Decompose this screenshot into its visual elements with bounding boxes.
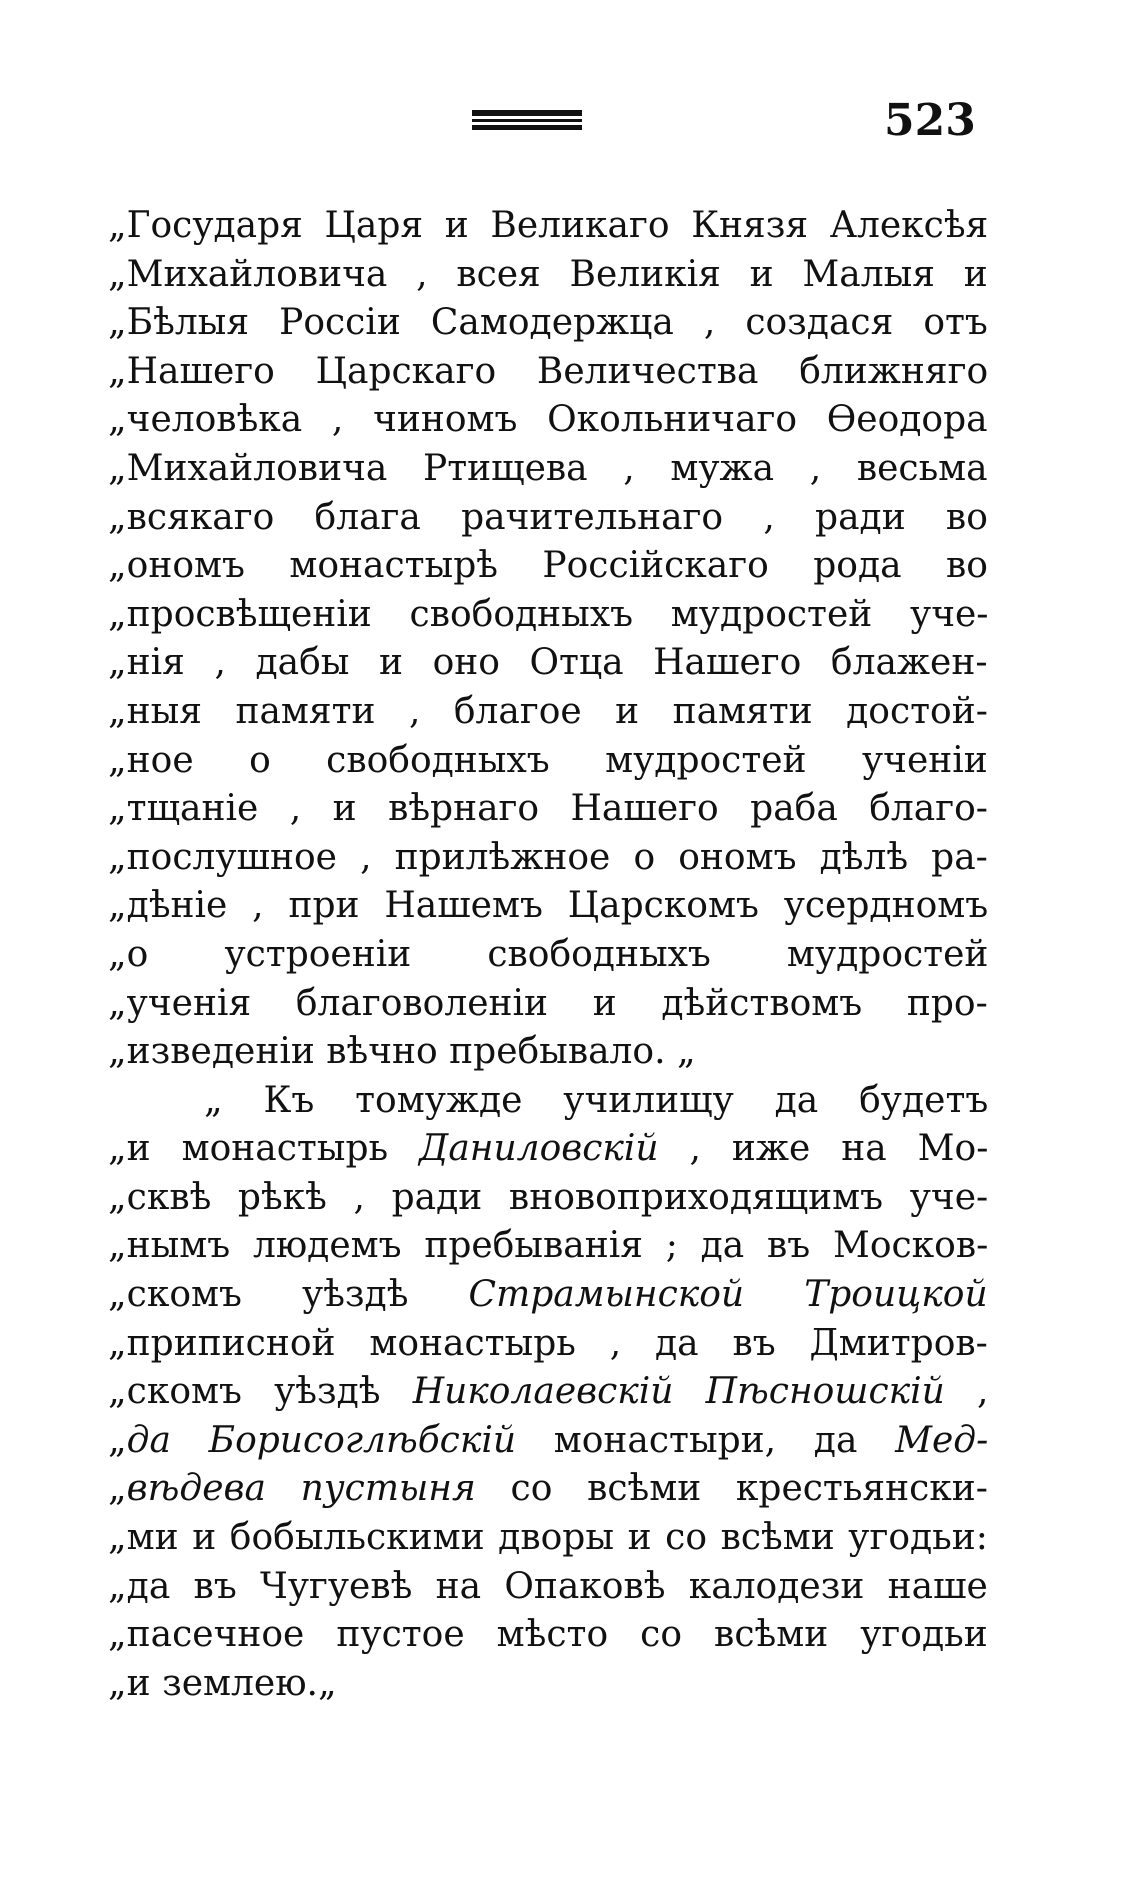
- text-line: [108, 494, 988, 543]
- text-segment: „всякаго блага рачительнаго , ради во: [108, 496, 988, 538]
- text-segment: „Михайловича Ртищева , мужа , весьма: [108, 447, 988, 489]
- text-line: [108, 1077, 988, 1126]
- text-line: [108, 1417, 988, 1466]
- text-segment: „ Къ томужде училищу да будетъ: [204, 1079, 989, 1121]
- text-segment: „Государя Царя и Великаго Князя Алексѣя: [108, 205, 989, 246]
- header-rule-bar: [472, 125, 582, 130]
- text-line: [108, 1660, 988, 1709]
- text-segment: „скомъ уѣздѣ Николаевскій Пѣсношскій ,: [108, 1371, 989, 1413]
- text-line: [108, 251, 988, 300]
- header-rule-bar: [472, 119, 582, 122]
- text-line: [108, 396, 988, 445]
- text-segment: „нымъ людемъ пребыванія ; да въ Москов-: [108, 1225, 989, 1267]
- text-line: [108, 1563, 988, 1612]
- text-line: [108, 737, 988, 786]
- text-segment: „сквѣ рѣкѣ , ради вновоприходящимъ уче-: [108, 1176, 989, 1218]
- text-line: [108, 1222, 988, 1271]
- text-line: [108, 348, 988, 397]
- text-line: [108, 1320, 988, 1369]
- text-line: [108, 1514, 988, 1563]
- text-segment: „ученія благоволеніи и дѣйствомъ про-: [108, 982, 988, 1024]
- text-segment: „скомъ уѣздѣ Страмынской Троицкой: [108, 1274, 988, 1316]
- text-segment: „и землею.„: [108, 1662, 337, 1704]
- text-line: [108, 1125, 988, 1174]
- text-line: [108, 299, 988, 348]
- text-line: [108, 931, 988, 980]
- body-text: [108, 202, 988, 1708]
- text-segment: „о устроеніи свободныхъ мудростей: [108, 933, 989, 975]
- text-segment: „послушное , прилѣжное о ономъ дѣлѣ ра-: [108, 836, 988, 878]
- text-segment: „тщаніе , и вѣрнаго Нашего раба благо-: [108, 788, 988, 830]
- text-segment: „да въ Чугуевѣ на Опаковѣ калодези наше: [108, 1565, 988, 1607]
- text-segment: „приписной монастырь , да въ Дмитров-: [108, 1322, 988, 1364]
- page-number: 523: [884, 95, 976, 146]
- text-segment: „Нашего Царскаго Величества ближняго: [108, 350, 989, 392]
- text-segment: „Михайловича , всея Великія и Малыя и: [108, 253, 988, 295]
- text-line: [108, 1028, 988, 1077]
- text-segment: „изведеніи вѣчно пребывало. „: [108, 1031, 696, 1073]
- text-line: [108, 785, 988, 834]
- text-segment: „ное о свободныхъ мудростей ученіи: [108, 739, 988, 781]
- text-line: [108, 980, 988, 1029]
- text-segment: „нія , дабы и оно Отца Нашего блажен-: [108, 642, 988, 684]
- text-line: [108, 882, 988, 931]
- text-segment: „Бѣлыя Россіи Самодержца , создася отъ: [108, 302, 988, 344]
- text-segment: „да Борисоглѣбскій монастыри, да Мед-: [108, 1419, 989, 1461]
- text-line: [108, 542, 988, 591]
- text-segment: „и монастырь Даниловскій , иже на Мо-: [108, 1128, 989, 1170]
- text-segment: „вѣдева пустыня со всѣми крестьянски-: [108, 1468, 988, 1510]
- text-line: [108, 1174, 988, 1223]
- text-segment: „дѣніе , при Нашемъ Царскомъ усердномъ: [108, 885, 989, 927]
- header-rule-bar: [472, 110, 582, 116]
- header-rule-ornament: [472, 110, 582, 130]
- text-line: [108, 1368, 988, 1417]
- text-segment: „ономъ монастырѣ Россійскаго рода во: [108, 545, 988, 587]
- text-segment: „ми и бобыльскими дворы и со всѣми угодьи:: [108, 1517, 988, 1559]
- text-line: [108, 1465, 988, 1514]
- text-line: [108, 1611, 988, 1660]
- text-segment: „человѣка , чиномъ Окольничаго Ѳеодора: [108, 399, 988, 441]
- text-line: [108, 639, 988, 688]
- text-line: [108, 1271, 988, 1320]
- text-segment: „ныя памяти , благое и памяти достой-: [108, 690, 988, 732]
- text-line: [108, 834, 988, 883]
- text-line: [108, 445, 988, 494]
- text-segment: „просвѣщеніи свободныхъ мудростей уче-: [108, 593, 989, 635]
- text-line: [108, 688, 988, 737]
- text-line: [108, 202, 988, 251]
- text-segment: „пасечное пустое мѣсто со всѣми угодьи: [108, 1614, 988, 1656]
- text-line: [108, 591, 988, 640]
